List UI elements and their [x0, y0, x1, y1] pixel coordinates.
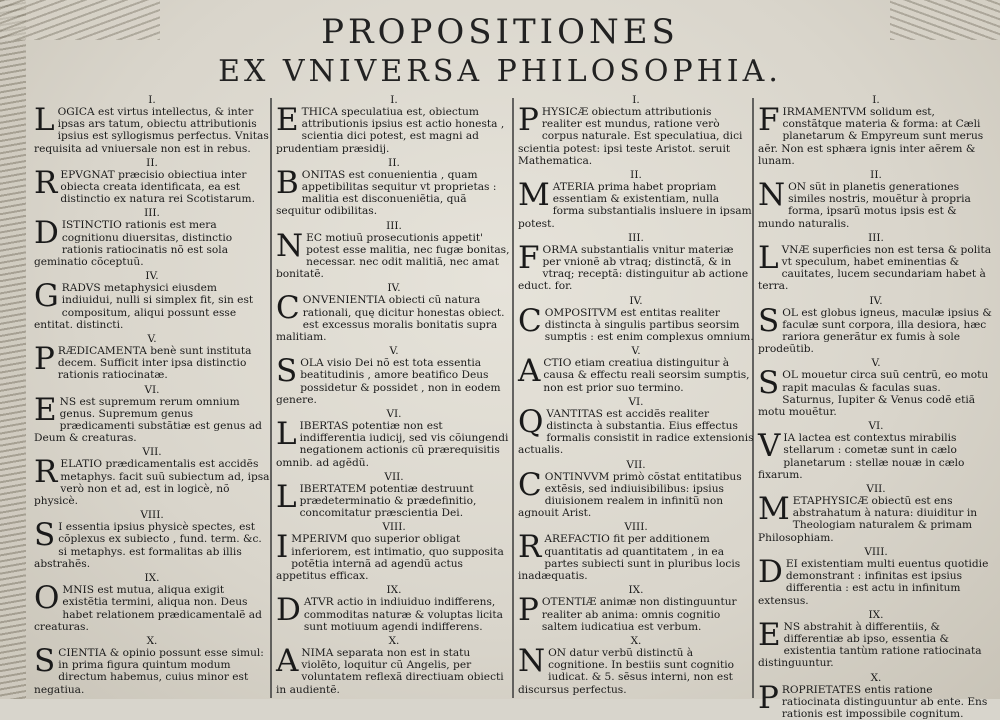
drop-cap-initial: P: [34, 341, 55, 378]
drop-cap-initial: L: [758, 239, 779, 276]
proposition: [518, 239, 754, 293]
proposition: [758, 616, 994, 670]
drop-cap-initial: S: [34, 642, 56, 679]
drop-cap-initial: S: [34, 517, 56, 554]
proposition: [758, 553, 994, 607]
drop-cap-initial: G: [34, 278, 59, 315]
drop-cap-initial: M: [758, 491, 790, 528]
proposition-text: IA lactea est contextus mirabilis stellarum : cometæ sunt in cælo planetarum : stellæ nouæ in cælo fixarum.: [758, 432, 965, 481]
proposition-number: X.: [870, 671, 882, 684]
drop-cap-initial: R: [518, 529, 542, 566]
title-propositiones: PROPOSITIONES: [321, 12, 679, 52]
proposition-number: IV.: [629, 294, 643, 307]
column-divider: [512, 98, 514, 698]
drop-cap-initial: L: [276, 478, 297, 515]
proposition-number: X.: [146, 634, 158, 647]
propositions-columns: [28, 92, 1000, 720]
proposition-text: OTENTIÆ animæ non distinguuntur realiter ab anima: omnis cognitio saltem iudicatiua est verbum.: [541, 596, 737, 633]
proposition: [276, 102, 512, 155]
proposition: [34, 102, 270, 155]
proposition: [276, 353, 512, 406]
proposition-number: X.: [630, 634, 642, 647]
column-firmamentum: [758, 92, 994, 720]
drop-cap-initial: A: [518, 353, 541, 390]
proposition-text: IBERTAS potentiæ non est indifferentia iudicij, sed vis cõiungendi negationem actionis cũ prærequisitis omnib. ad agẽdũ.: [276, 420, 509, 469]
proposition-text: NS est supremum rerum omnium genus. Supremum genus prædicamenti substãtiæ est genus ad Deum & creaturas.: [34, 395, 262, 445]
proposition: [276, 164, 512, 218]
proposition-text: CIENTIA & opinio possunt esse simul: in prima figura quintum modum directum habemus, cuius minor est negatiua.: [34, 646, 264, 696]
proposition-text: MPERIVM quo superior obligat inferiorem, est intimatio, quo supposita potẽtia internã ad agendũ actus appetitus efficax.: [276, 533, 504, 583]
proposition-number: I.: [872, 94, 880, 106]
proposition-text: I essentia ipsius physicè spectes, est cõplexus ex subiecto , fund. term. &c. si metaphys. est formalitas ab illis abstrahẽs.: [34, 521, 262, 570]
proposition-text: AREFACTIO fit per additionem quantitatis ad quantitatem , in ea partes subiecti sunt in pluribus locis inadæquatis.: [518, 533, 741, 583]
drop-cap-initial: N: [276, 227, 304, 264]
proposition-number: III.: [386, 219, 402, 232]
proposition: [518, 592, 754, 633]
proposition-number: VIII.: [864, 545, 888, 558]
drop-cap-initial: S: [758, 365, 780, 402]
proposition-text: ORMA substantialis vnitur materiæ per vnionẽ ab vtraq; distinctã, & in vtraq; receptã: distinguitur ab actione educt. for.: [518, 243, 749, 293]
proposition-number: VI.: [144, 383, 160, 396]
proposition: [758, 365, 994, 419]
drop-cap-initial: E: [276, 102, 299, 138]
proposition-text: ONTINVVM primò cõstat entitatibus extẽsis, sed indiuisibilibus: ipsius diuisionem realem in infinitũ non agnouit Arist.: [518, 470, 742, 520]
proposition: [34, 517, 270, 570]
column-logica: [34, 92, 270, 699]
proposition-number: I.: [632, 94, 640, 106]
proposition-number: IX.: [868, 608, 884, 621]
drop-cap-initial: R: [34, 164, 58, 201]
proposition-number: VI.: [628, 395, 644, 408]
drop-cap-initial: O: [34, 580, 60, 617]
proposition-text: EC motiuũ prosecutionis appetit' potest esse malitia, nec fugæ bonitas, necessar. nec odit malitiã, nec amat bonitatẽ.: [276, 231, 510, 281]
proposition-text: OLA visio Dei nõ est tota essentia beatitudinis , amore beatifico Deus possidetur & possidet , non in eodem genere.: [276, 357, 501, 406]
proposition: [518, 529, 754, 583]
proposition-text: OL mouetur circa suũ centrũ, eo motu rapit maculas & faculas suas. Saturnus, Iupiter & Venus codẽ etiã motu mouẽtur.: [758, 369, 989, 419]
proposition-text: ON datur verbũ distinctũ à cognitione. In bestiis sunt cognitio iudicat. & 5. sẽsus interni, non est discursus perfectus.: [518, 646, 735, 696]
proposition-text: THICA speculatiua est, obiectum attributionis ipsius est actio honesta , scientia dici potest, est magni ad prudentiam præsidij.: [276, 106, 505, 155]
proposition: [758, 177, 994, 230]
proposition-number: VIII.: [140, 509, 164, 522]
proposition: [34, 278, 270, 331]
drop-cap-initial: E: [34, 391, 57, 428]
drop-cap-initial: V: [758, 428, 781, 465]
proposition: [34, 391, 270, 445]
proposition: [276, 416, 512, 469]
drop-cap-initial: A: [276, 642, 299, 679]
drop-cap-initial: D: [34, 215, 59, 252]
drop-cap-initial: P: [518, 102, 539, 138]
drop-cap-initial: S: [758, 302, 780, 339]
proposition-text: ISTINCTIO rationis est mera cognitionu diuersitas, distinctio rationis ratiocinatis nõ est sola geminatio cõceptuũ.: [34, 219, 233, 269]
proposition-number: IX.: [386, 584, 402, 597]
proposition: [276, 642, 512, 696]
proposition-text: ON sũt in planetis generationes similes nostris, mouẽtur à propria forma, ipsarũ motus ipsis est & mundo naturalis.: [758, 181, 971, 230]
proposition-text: ONVENIENTIA obiecti cũ natura rationali, quę dicitur honestas obiect. est excessus moralis bonitatis supra malitiam.: [276, 294, 505, 344]
drop-cap-initial: Q: [518, 403, 544, 440]
proposition-text: ROPRIETATES entis ratione ratiocinata distinguuntur ab ente. Ens rationis est impossibile cognitum.: [781, 683, 988, 720]
proposition: [518, 102, 754, 167]
proposition-number: VIII.: [624, 521, 648, 534]
proposition: [518, 353, 754, 394]
proposition-text: OGICA est virtus intellectus, & inter ipsas ars tatum, obiectu attributionis ipsius est syllogismus perfectus. Vnitas requisita ad vniuersale non est in rebus.: [34, 106, 269, 155]
column-physica: [518, 92, 754, 699]
proposition-text: OMPOSITVM est entitas realiter distincta à singulis partibus seorsim sumptis : est enim complexus omnium.: [544, 306, 754, 344]
proposition-number: IV.: [145, 270, 159, 283]
proposition: [276, 227, 512, 281]
proposition-text: EI existentiam multi euentus quotidie demonstrant : infinitas est ipsius differentia : est actu in infinitum extensus.: [758, 557, 989, 607]
proposition: [34, 341, 270, 382]
drop-cap-initial: B: [276, 164, 299, 201]
proposition-text: NS abstrahit à differentiis, & differentiæ ab ipso, essentia & existentia tantùm ratione ratiocinata distinguuntur.: [758, 620, 982, 670]
proposition-text: MNIS est mutua, aliqua exigit existẽtia termini, aliqua non. Deus habet relationem prædicamentalẽ ad creaturas.: [34, 584, 262, 633]
proposition-number: VII.: [384, 470, 404, 483]
proposition-number: III.: [144, 207, 160, 220]
drop-cap-initial: N: [758, 177, 786, 214]
proposition-number: X.: [388, 634, 400, 647]
drop-cap-initial: C: [518, 302, 542, 339]
drop-cap-initial: D: [276, 592, 301, 629]
drop-cap-initial: L: [276, 416, 297, 453]
proposition: [518, 302, 754, 344]
proposition-number: III.: [628, 231, 644, 244]
drop-cap-initial: F: [518, 239, 540, 276]
drop-cap-initial: I: [276, 529, 289, 566]
drop-cap-initial: S: [276, 353, 298, 390]
proposition: [34, 215, 270, 269]
drop-cap-initial: L: [34, 102, 55, 138]
proposition-text: ATERIA prima habet propriam essentiam & existentiam, nulla forma substantialis insluere in ipsam potest.: [518, 181, 752, 230]
proposition-text: RADVS metaphysici eiusdem indiuidui, nulli si simplex fit, sin est compositum, aliqui possunt esse entitat. distincti.: [34, 282, 254, 331]
drop-cap-initial: R: [34, 454, 58, 491]
proposition-number: VII.: [142, 446, 162, 459]
proposition-number: IV.: [869, 294, 883, 307]
drop-cap-initial: E: [758, 616, 781, 653]
proposition: [34, 642, 270, 696]
proposition-number: IX.: [144, 572, 160, 585]
drop-cap-initial: C: [276, 290, 300, 327]
proposition-number: VI.: [386, 408, 402, 421]
drop-cap-initial: P: [518, 592, 539, 629]
column-ethica: [276, 92, 512, 699]
proposition: [758, 239, 994, 293]
proposition-number: VIII.: [382, 521, 406, 534]
proposition-number: I.: [148, 94, 156, 106]
proposition: [518, 466, 754, 520]
drop-cap-initial: P: [758, 679, 779, 716]
proposition-number: IX.: [628, 584, 644, 597]
proposition-text: ETAPHYSICÆ obiectũ est ens abstrahatum à natura: diuiditur in Theologiam naturalem & primam Philosophiam.: [758, 495, 978, 544]
proposition-text: OL est globus igneus, maculæ ipsius & faculæ sunt corpora, illa desiora, hæc rariora generãtur ex fumis à sole prodeũtib.: [758, 306, 992, 356]
engraved-border-left: [0, 0, 26, 699]
proposition: [518, 403, 754, 457]
proposition-text: IBERTATEM potentiæ destruunt prædeterminatio & prædefinitio, concomitatur præscientia Dei.: [299, 482, 477, 520]
proposition-number: V.: [871, 357, 881, 370]
proposition-text: RÆDICAMENTA benè sunt instituta decem. Sufficit inter ipsa distinctio rationis ratiocinatæ.: [57, 345, 252, 382]
proposition: [758, 102, 994, 167]
proposition-text: EPVGNAT præcisio obiectiua inter obiecta creata identificata, ea est distinctio ex natura rei Scotistarum.: [60, 168, 255, 206]
proposition-number: VII.: [866, 483, 886, 496]
proposition-number: VI.: [868, 420, 884, 433]
proposition-number: IV.: [387, 282, 401, 295]
proposition-text: VNÆ superficies non est tersa & polita vt speculum, habet eminentias & cauitates, lucem secundariam habet à terra.: [758, 243, 992, 293]
proposition: [758, 491, 994, 544]
column-divider: [270, 98, 272, 698]
proposition-text: CTIO etiam creatiua distinguitur à causa & effectu reali seorsim sumptis, non est prior suo termino.: [543, 357, 750, 394]
proposition-number: II.: [146, 156, 158, 169]
proposition-text: HYSICÆ obiectum attributionis realiter est mundus, ratione verò corpus naturale. Est speculatiua, dici scientia potest: ipsi teste Aristot. seruit Mathematica.: [518, 106, 743, 167]
drop-cap-initial: F: [758, 102, 780, 138]
proposition-text: NIMA separata non est in statu violẽto, loquitur cũ Angelis, per voluntatem reflexã directiuam obiecti in audientẽ.: [276, 646, 504, 696]
proposition: [34, 454, 270, 508]
drop-cap-initial: M: [518, 177, 550, 214]
proposition: [758, 302, 994, 356]
proposition-number: V.: [389, 345, 399, 358]
proposition: [34, 580, 270, 633]
proposition: [34, 164, 270, 206]
proposition: [276, 290, 512, 344]
proposition-text: ATVR actio in indiuiduo indifferens, commoditas naturæ & voluptas licita sunt motiuum agendi indifferens.: [303, 596, 503, 633]
proposition: [758, 679, 994, 720]
proposition-number: II.: [630, 169, 642, 182]
proposition: [758, 428, 994, 481]
proposition-number: V.: [147, 333, 157, 346]
proposition-number: II.: [870, 169, 882, 182]
proposition: [276, 592, 512, 633]
drop-cap-initial: N: [518, 642, 546, 679]
drop-cap-initial: D: [758, 553, 783, 590]
proposition-text: VANTITAS est accidẽs realiter distincta à substantia. Eius effectus formalis consistit in radice extensionis actualis.: [518, 407, 754, 457]
drop-cap-initial: C: [518, 466, 542, 503]
proposition-text: IRMAMENTVM solidum est, constãtque materia & forma: at Cæli planetarum & Empyreum sunt merus aẽr. Non est sphæra ignis inter aẽrem & lunam.: [758, 106, 984, 167]
proposition-text: ELATIO prædicamentalis est accidẽs metaphys. facit suũ subiectum ad, ipsa verò non et ad, est in logicè, nõ physicè.: [34, 458, 270, 508]
proposition: [276, 478, 512, 520]
title-universa-philosophia: EX VNIVERSA PHILOSOPHIA.: [218, 54, 782, 89]
proposition-number: V.: [631, 345, 641, 358]
proposition: [276, 529, 512, 583]
proposition-text: ONITAS est conuenientia , quam appetibilitas sequitur vt proprietas : malitia est disconueniẽtia, quã sequitur odibilitas.: [276, 168, 497, 218]
proposition-number: VII.: [626, 458, 646, 471]
proposition: [518, 177, 754, 230]
proposition-number: II.: [388, 156, 400, 169]
proposition-number: III.: [868, 231, 884, 244]
proposition-number: I.: [390, 94, 398, 106]
proposition: [518, 642, 754, 696]
